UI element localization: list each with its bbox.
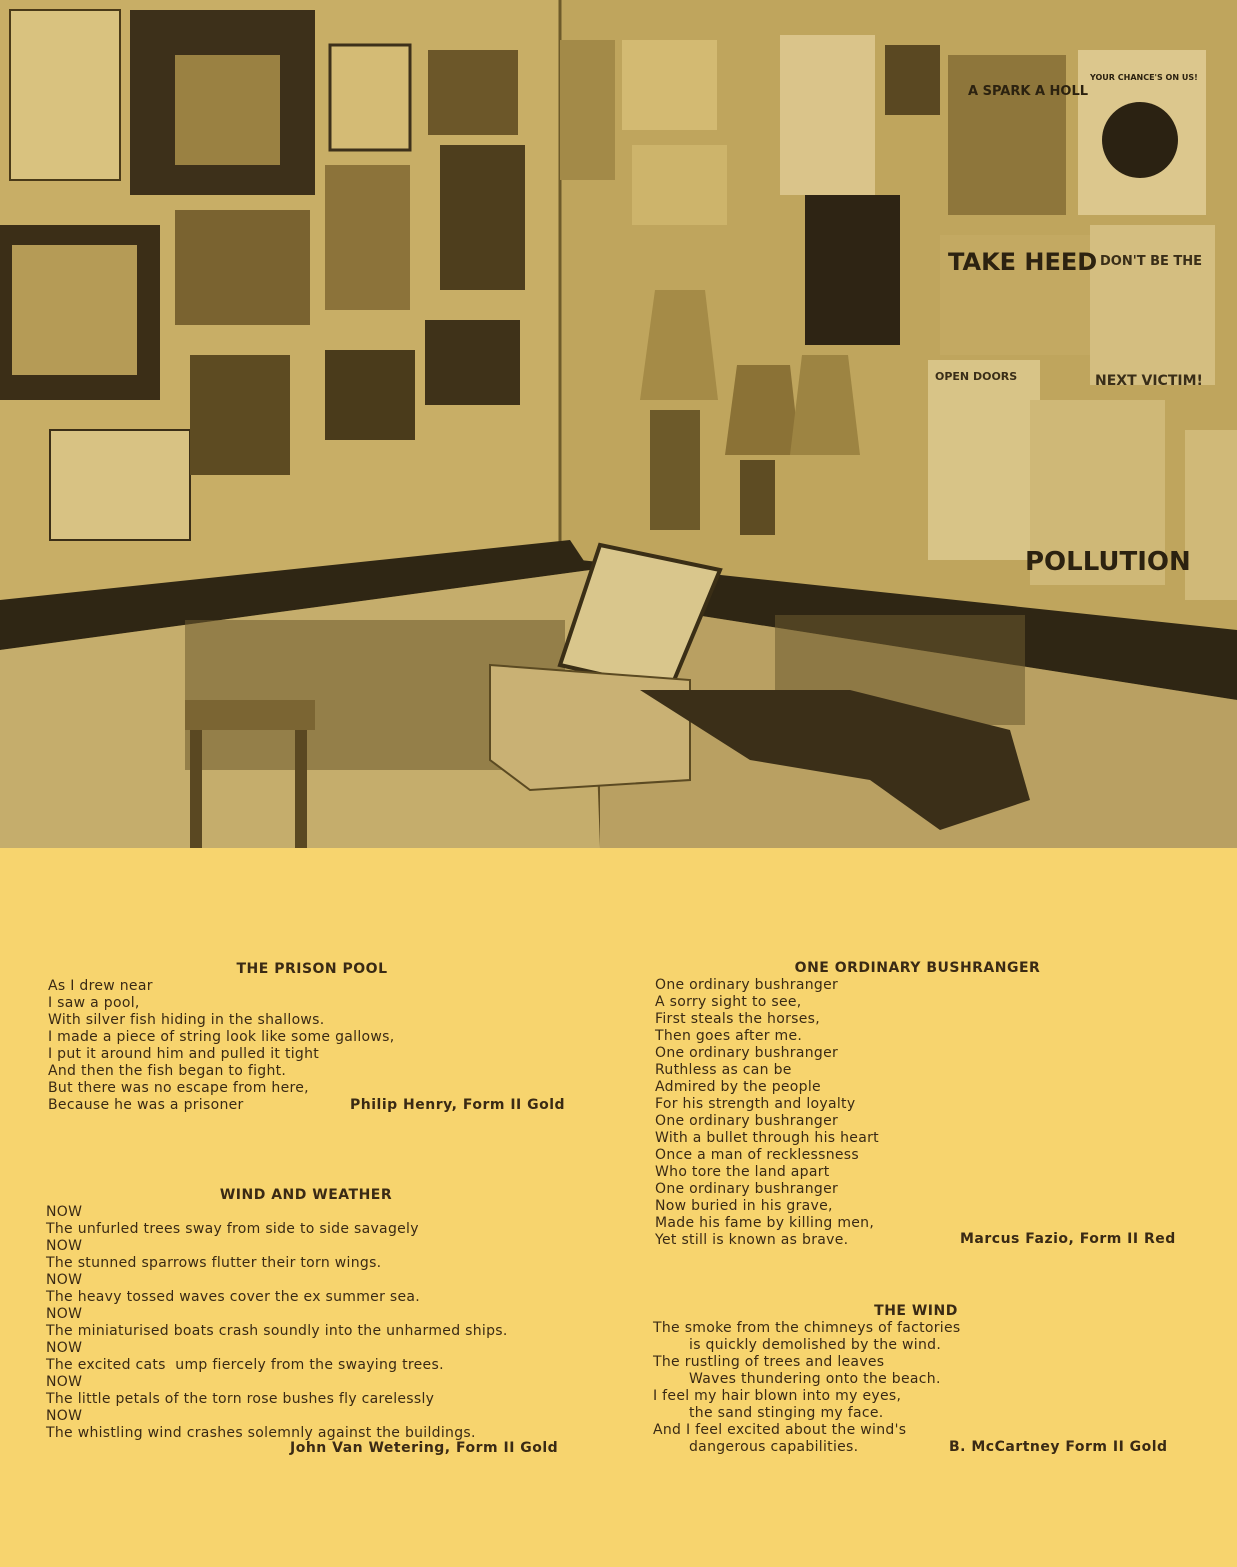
- poem-line: NOW: [46, 1306, 83, 1322]
- poem-one-ordinary-bushranger: [655, 959, 1185, 1249]
- sign-pollution: POLLUTION: [1025, 547, 1191, 577]
- poem-line: The smoke from the chimneys of factories: [653, 1320, 961, 1336]
- poem-line: And I feel excited about the wind's: [653, 1422, 907, 1438]
- sign-take-heed: TAKE HEED: [948, 248, 1098, 276]
- poem-line: Waves thundering onto the beach.: [689, 1371, 941, 1387]
- poem-credit: Philip Henry, Form II Gold: [350, 1097, 566, 1113]
- poem-body: [655, 977, 1185, 1249]
- sign-open-doors: OPEN DOORS: [935, 370, 1018, 383]
- poem-line: NOW: [46, 1272, 83, 1288]
- poem-the-wind: [653, 1302, 1183, 1456]
- poem-line: I saw a pool,: [48, 995, 140, 1011]
- poem-line: I made a piece of string look like some gallows,: [48, 1029, 395, 1045]
- poem-credit: Marcus Fazio, Form II Red: [960, 1231, 1176, 1247]
- poem-title: ONE ORDINARY BUSHRANGER: [794, 960, 1041, 976]
- poem-title: WIND AND WEATHER: [219, 1187, 393, 1203]
- poem-body: [46, 1204, 576, 1442]
- poem-line: dangerous capabilities.: [689, 1439, 859, 1455]
- poem-line: With a bullet through his heart: [655, 1130, 879, 1146]
- poem-line: the sand stinging my face.: [689, 1405, 884, 1421]
- poem-line: The whistling wind crashes solemnly against the buildings.: [46, 1425, 476, 1441]
- poem-line: Because he was a prisoner: [48, 1097, 244, 1113]
- poem-line: Yet still is known as brave.: [655, 1232, 849, 1248]
- poem-line: NOW: [46, 1374, 83, 1390]
- poem-line: The unfurled trees sway from side to side savagely: [46, 1221, 419, 1237]
- sign-next-victim: NEXT VICTIM!: [1095, 373, 1203, 389]
- poem-line: I put it around him and pulled it tight: [48, 1046, 320, 1062]
- poem-line: The miniaturised boats crash soundly into the unharmed ships.: [46, 1323, 508, 1339]
- poem-line: As I drew near: [48, 978, 153, 994]
- poem-line: is quickly demolished by the wind.: [689, 1337, 942, 1353]
- poem-line: I feel my hair blown into my eyes,: [653, 1388, 902, 1404]
- poem-line: NOW: [46, 1408, 83, 1424]
- sign-spark: A SPARK A HOLL: [968, 84, 1089, 99]
- poem-line: Admired by the people: [655, 1079, 821, 1095]
- poem-line: Who tore the land apart: [655, 1164, 830, 1180]
- poem-line: Then goes after me.: [655, 1028, 803, 1044]
- poem-body: [48, 978, 576, 1114]
- poem-line: The excited cats ump fiercely from the swaying trees.: [46, 1357, 444, 1373]
- poem-line: Now buried in his grave,: [655, 1198, 833, 1214]
- poem-line: Ruthless as can be: [655, 1062, 792, 1078]
- poem-prison-pool: [48, 960, 576, 1114]
- poem-body: [653, 1320, 1183, 1456]
- poem-line: The heavy tossed waves cover the ex summer sea.: [46, 1289, 421, 1305]
- poem-credit: B. McCartney Form II Gold: [949, 1439, 1168, 1455]
- poem-line: Once a man of recklessness: [655, 1147, 859, 1163]
- poem-line: And then the fish began to fight.: [48, 1063, 287, 1079]
- poem-line: NOW: [46, 1340, 83, 1356]
- poem-line: With silver fish hiding in the shallows.: [48, 1012, 325, 1028]
- poem-line: A sorry sight to see,: [655, 994, 802, 1010]
- poem-title: THE PRISON POOL: [236, 961, 388, 977]
- poem-line: NOW: [46, 1204, 83, 1220]
- poem-line: The stunned sparrows flutter their torn wings.: [46, 1255, 382, 1271]
- poem-line: First steals the horses,: [655, 1011, 820, 1027]
- poem-line: NOW: [46, 1238, 83, 1254]
- poem-line: One ordinary bushranger: [655, 1113, 839, 1129]
- poem-line: One ordinary bushranger: [655, 1181, 839, 1197]
- poem-wind-and-weather: [46, 1186, 576, 1456]
- poem-line: One ordinary bushranger: [655, 1045, 839, 1061]
- poem-line: But there was no escape from here,: [48, 1080, 309, 1096]
- sign-dont: DON'T BE THE: [1100, 254, 1203, 269]
- poem-line: Made his fame by killing men,: [655, 1215, 875, 1231]
- poem-title: THE WIND: [874, 1303, 958, 1319]
- poem-line: The rustling of trees and leaves: [653, 1354, 885, 1370]
- poem-line: For his strength and loyalty: [655, 1096, 856, 1112]
- poem-credit: John Van Wetering, Form II Gold: [290, 1440, 559, 1456]
- sign-yours: YOUR CHANCE'S ON US!: [1090, 73, 1198, 82]
- poem-line: One ordinary bushranger: [655, 977, 839, 993]
- poem-line: The little petals of the torn rose bushes fly carelessly: [46, 1391, 435, 1407]
